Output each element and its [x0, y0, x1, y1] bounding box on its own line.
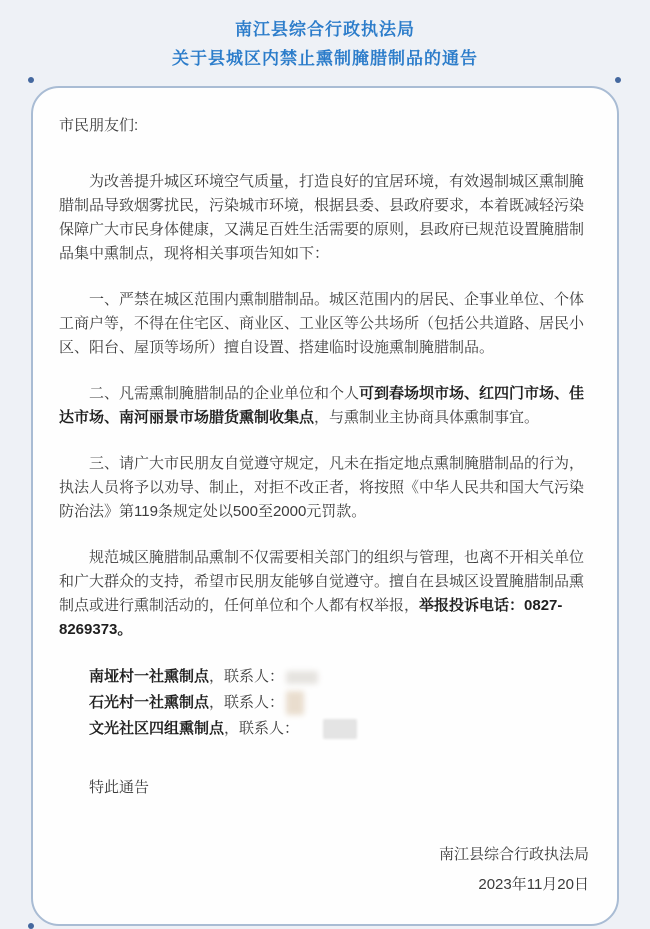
contact-list: [89, 664, 591, 741]
signature-date: 2023年11月20日: [478, 875, 589, 893]
notice-box-wrapper: [31, 86, 619, 925]
contact-label: ，联系人：: [224, 720, 300, 738]
paragraph-closing: [59, 546, 591, 642]
report-phone: 举报投诉电话：0827-8269373。: [59, 597, 563, 639]
paragraph-item-1: 一、严禁在城区范围内熏制腊制品。城区范围内的居民、企事业单位、个体工商户等，不得在住宅区、商业区、工业区等公共场所（包括公共道路、居民小区、阳台、屋顶等场所）擅自设置、搭建临时设施熏制腌腊制品。: [59, 291, 585, 357]
closing-note: 特此通告: [89, 778, 150, 796]
paragraph-item-2: [59, 382, 591, 430]
notice-title-line1: 南江县综合行政执法局: [235, 20, 415, 39]
redacted-contact-name: [286, 671, 318, 684]
paragraph-item-3: 三、请广大市民朋友自觉遵守规定，凡未在指定地点熏制腌腊制品的行为，执法人员将予以劝导、制止，对拒不改正者，将按照《中华人民共和国大气污染防治法》第119条规定处以500至2000元罚款。: [59, 455, 585, 521]
notice-title-line2: 关于县城区内禁止熏制腌腊制品的通告: [172, 49, 478, 69]
contact-site-name: 石光村一社熏制点: [89, 694, 210, 712]
item2-tail: ，与熏制业主协商具体熏制事宜。: [314, 409, 540, 427]
corner-dot-bottom-left: [28, 923, 34, 929]
contact-line-shiguangcun: [89, 690, 591, 716]
contact-label: ，联系人：: [209, 694, 285, 712]
closing-para-text: 规范城区腌腊制品熏制不仅需要相关部门的组织与管理，也离不开相关单位和广大群众的支持，希望市民朋友能够自觉遵守。擅自在县城区设置腌腊制品熏制点或进行熏制活动的，任何单位和个人都有权举报，: [59, 549, 585, 615]
contact-site-name: 文光社区四组熏制点: [89, 720, 225, 738]
contact-site-name: 南垭村一社熏制点: [89, 668, 210, 686]
signature-block: [59, 840, 591, 900]
item2-markets-bold: 可到春场坝市场、红四门市场、佳达市场、南河丽景市场腊货熏制收集点: [59, 385, 585, 427]
contact-label: ，联系人：: [209, 668, 285, 686]
contact-line-wenguang: [89, 716, 591, 742]
signature-org: 南江县综合行政执法局: [438, 845, 589, 863]
corner-dot-top-left: [28, 77, 34, 83]
contact-line-nanyacun: [89, 664, 591, 690]
redacted-contact-name: [286, 691, 304, 715]
corner-dot-top-right: [615, 77, 621, 83]
paragraph-intro: 为改善提升城区环境空气质量，打造良好的宜居环境，有效遏制城区熏制腌腊制品导致烟雾扰民，污染城市环境，根据县委、县政府要求，本着既减轻污染保障广大市民身体健康，又满足百姓生活需要的原则，县政府已规范设置腌腊制品集中熏制点，现将相关事项告知如下：: [59, 173, 585, 263]
greeting: 市民朋友们:: [59, 117, 139, 135]
item2-text: 二、凡需熏制腌腊制品的企业单位和个人: [89, 385, 360, 403]
redacted-contact-name: [323, 719, 357, 739]
notice-title: [0, 0, 650, 73]
notice-body: [31, 86, 619, 925]
